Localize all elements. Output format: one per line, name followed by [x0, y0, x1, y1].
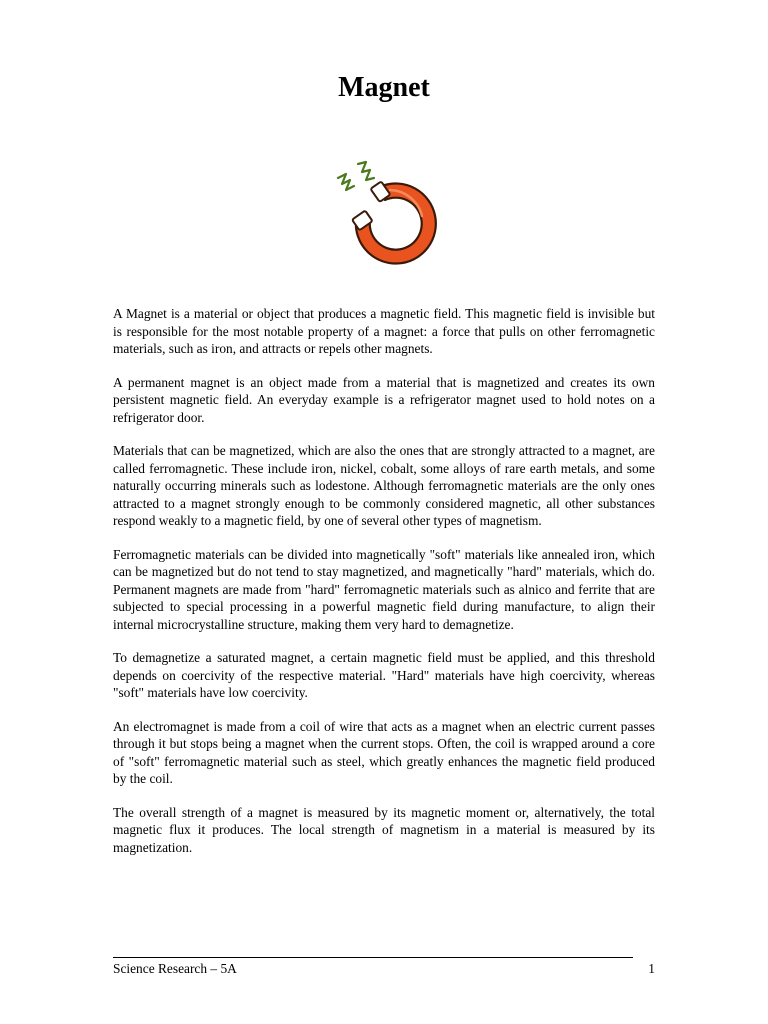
footer-label: Science Research – 5A	[113, 961, 237, 976]
horseshoe-magnet-icon	[330, 160, 440, 265]
page-number: 1	[648, 961, 655, 976]
paragraph: To demagnetize a saturated magnet, a certain magnetic field must be applied, and this threshold depends on coercivity of the respective material. "Hard" materials have high coercivity, whereas "soft" materials have low coercivity.	[113, 650, 655, 700]
paragraph: The overall strength of a magnet is measured by its magnetic moment or, alternatively, the total magnetic flux it produces. The local strength of magnetism in a material is measured by its magnetization.	[113, 804, 655, 855]
page-title: Magnet	[338, 72, 430, 103]
paragraph: An electromagnet is made from a coil of wire that acts as a magnet when an electric current passes through it but stops being a magnet when the current stops. Often, the coil is wrapped around a core of "soft" ferromagnetic material such as steel, which greatly enhances the magnetic field produced by the coil.	[113, 718, 655, 786]
paragraph: Materials that can be magnetized, which are also the ones that are strongly attracted to a magnet, are called ferromagnetic. These include iron, nickel, cobalt, some alloys of rare earth metals, and some naturally occurring minerals such as lodestone. Although ferromagnetic materials are the only ones attracted to a magnet strongly enough to be commonly considered magnetic, all other substances respond weakly to a magnetic field, by one of several other types of magnetism.	[113, 443, 655, 528]
spark-icon	[338, 174, 354, 190]
paragraph: A Magnet is a material or object that produces a magnetic field. This magnetic field is invisible but is responsible for the most notable property of a magnet: a force that pulls on other ferromagnetic materials, such as iron, and attracts or repels other magnets.	[113, 306, 655, 356]
spark-icon	[358, 162, 374, 180]
article-body	[113, 305, 655, 872]
footer-divider	[113, 957, 633, 958]
paragraph: A permanent magnet is an object made from a material that is magnetized and creates its own persistent magnetic field. An everyday example is a refrigerator magnet used to hold notes on a refrigerator door.	[113, 374, 655, 425]
paragraph: Ferromagnetic materials can be divided into magnetically "soft" materials like annealed iron, which can be magnetized but do not tend to stay magnetized, and magnetically "hard" materials, which do. Permanent magnets are made from "hard" ferromagnetic materials such as alnico and ferrite that are subjected to special processing in a powerful magnetic field during manufacture, to align their internal microcrystalline structure, making them very hard to demagnetize.	[113, 546, 655, 632]
